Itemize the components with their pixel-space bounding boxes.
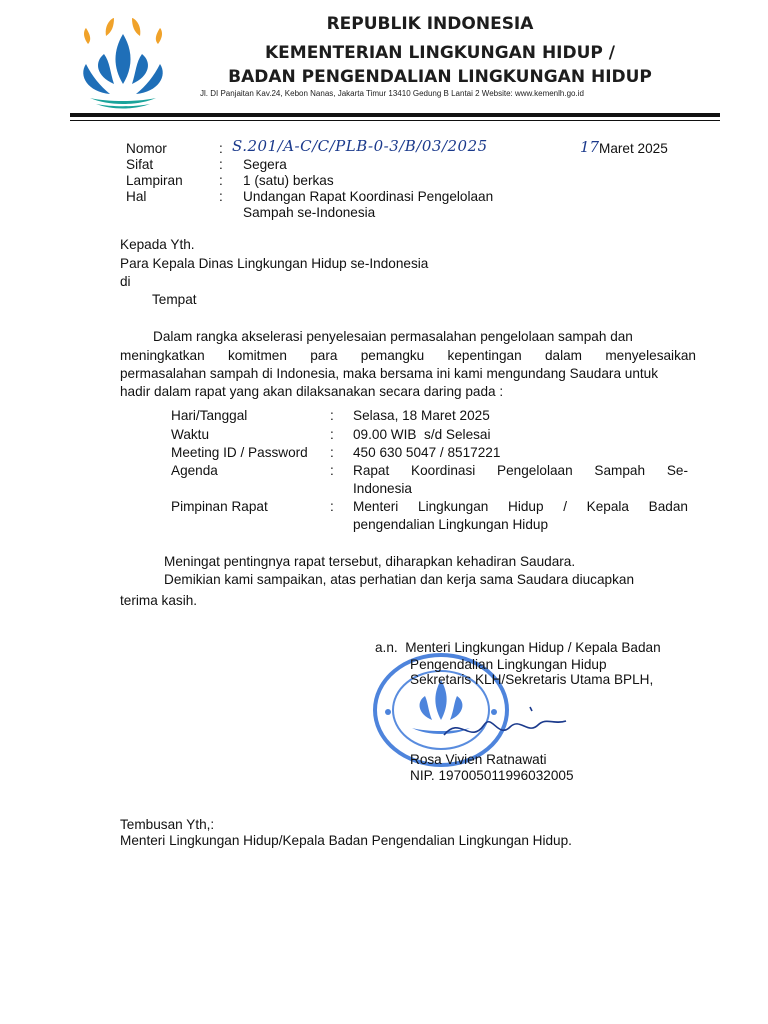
closing-line3: terima kasih.: [120, 593, 198, 608]
colon: :: [219, 189, 223, 204]
hal-value-line2: Sampah se-Indonesia: [243, 205, 376, 220]
lampiran-value: 1 (satu) berkas: [243, 173, 334, 188]
paragraph-line: permasalahan sampah di Indonesia, maka bersama ini kami mengundang Saudara untuk: [120, 366, 659, 381]
colon: :: [219, 173, 223, 188]
colon: :: [330, 427, 334, 442]
copy-label: Tembusan Yth,:: [120, 817, 215, 832]
colon: :: [330, 408, 334, 423]
colon: :: [330, 463, 334, 478]
hal-label: Hal: [126, 189, 147, 204]
header-rule-thin: [70, 120, 720, 121]
meeting-label: Meeting ID / Password: [171, 445, 308, 460]
colon: :: [330, 445, 334, 460]
hari-label: Hari/Tanggal: [171, 408, 248, 423]
sifat-value: Segera: [243, 157, 287, 172]
pimpinan-label: Pimpinan Rapat: [171, 499, 268, 514]
closing-line2: Demikian kami sampaikan, atas perhatian dan kerja sama Saudara diucapkan: [164, 572, 634, 587]
signature-line1: a.n. Menteri Lingkungan Hidup / Kepala Badan: [375, 640, 661, 655]
agenda-label: Agenda: [171, 463, 218, 478]
addressee-line4: Tempat: [152, 292, 197, 307]
signature-line2: Pengendalian Lingkungan Hidup: [410, 657, 607, 672]
colon: :: [219, 157, 223, 172]
ministry-logo: [74, 14, 172, 110]
signatory-name: Rosa Vivien Ratnawati: [410, 752, 547, 767]
letterhead-address: Jl. DI Panjaitan Kav.24, Kebon Nanas, Jakarta Timur 13410 Gedung B Lantai 2 Website: www.kemenlh.go.id: [200, 89, 584, 98]
waktu-value: 09.00 WIB s/d Selesai: [353, 427, 491, 442]
waktu-label: Waktu: [171, 427, 210, 442]
addressee-line3: di: [120, 274, 131, 289]
colon: :: [219, 141, 223, 156]
signature-line3: Sekretaris KLH/Sekretaris Utama BPLH,: [410, 672, 654, 687]
date-day: 17: [580, 138, 600, 156]
letterhead-ministry-line2: BADAN PENGENDALIAN LINGKUNGAN HIDUP: [228, 67, 652, 87]
sifat-label: Sifat: [126, 157, 154, 172]
hal-value-line1: Undangan Rapat Koordinasi Pengelolaan: [243, 189, 494, 204]
paragraph-line: meningkatkan komitmen para pemangku kepentingan dalam menyelesaikan: [120, 348, 696, 363]
pimpinan-value-line2: pengendalian Lingkungan Hidup: [353, 517, 549, 532]
agenda-value-line1: Rapat Koordinasi Pengelolaan Sampah Se-: [353, 463, 688, 478]
addressee-line1: Kepada Yth.: [120, 237, 195, 252]
date-rest: Maret 2025: [599, 141, 668, 156]
handwritten-signature: [440, 695, 570, 755]
nomor-value: S.201/A-C/C/PLB-0-3/B/03/2025: [232, 137, 488, 155]
lampiran-label: Lampiran: [126, 173, 183, 188]
header-rule-thick: [70, 113, 720, 117]
paragraph-line: Dalam rangka akselerasi penyelesaian permasalahan pengelolaan sampah dan: [153, 329, 633, 344]
letterhead-ministry-line1: KEMENTERIAN LINGKUNGAN HIDUP /: [264, 43, 616, 63]
colon: :: [330, 499, 334, 514]
pimpinan-value-line1: Menteri Lingkungan Hidup / Kepala Badan: [353, 499, 688, 514]
closing-line1: Meningat pentingnya rapat tersebut, diharapkan kehadiran Saudara.: [164, 554, 576, 569]
meeting-value: 450 630 5047 / 8517221: [353, 445, 501, 460]
agenda-value-line2: Indonesia: [353, 481, 412, 496]
copy-recipient: Menteri Lingkungan Hidup/Kepala Badan Pengendalian Lingkungan Hidup.: [120, 833, 572, 848]
hari-value: Selasa, 18 Maret 2025: [353, 408, 490, 423]
addressee-line2: Para Kepala Dinas Lingkungan Hidup se-Indonesia: [120, 256, 429, 271]
paragraph-line: hadir dalam rapat yang akan dilaksanakan secara daring pada :: [120, 384, 504, 399]
letterhead-country: REPUBLIK INDONESIA: [326, 14, 534, 34]
signatory-nip: NIP. 197005011996032005: [410, 768, 574, 783]
nomor-label: Nomor: [126, 141, 167, 156]
